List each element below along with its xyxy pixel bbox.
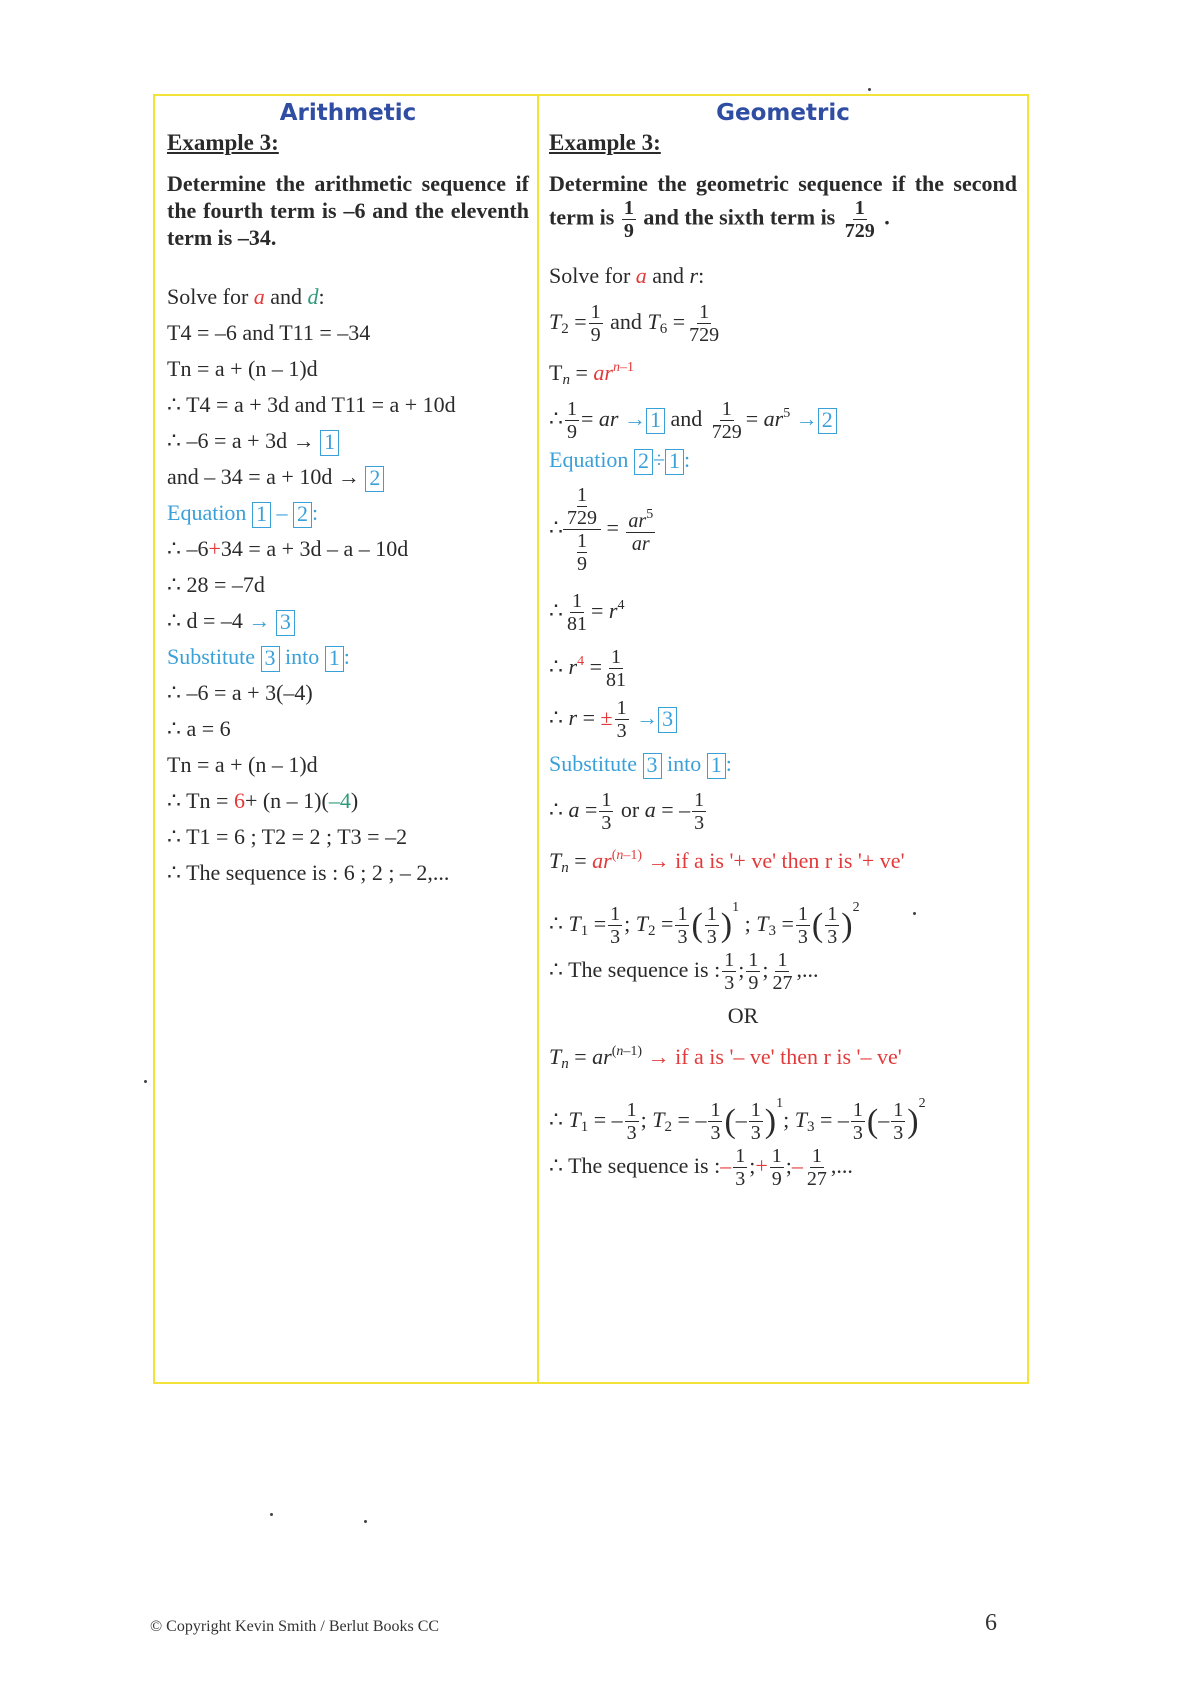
geometric-problem: Determine the geometric sequence if the second term is $\frac{1}{9}$ and the sixth term is $\frac{1}{729}$ . bbox=[549, 171, 1017, 242]
scan-speck bbox=[270, 1513, 273, 1516]
equation1-line: ∴ –6 = a + 3d → 1 bbox=[167, 423, 529, 459]
step1-line: ∴ T4 = a + 3d and T11 = a + 10d bbox=[167, 392, 456, 417]
equation-subtract-line: Equation 1 – 2 : bbox=[167, 500, 319, 526]
g-positive-sequence-line: ∴ The sequence is : $\frac{1}{3}$ ; $\frac{1}{9}$ ; $\frac{1}{27}$ ,... bbox=[549, 949, 819, 995]
geometric-column bbox=[539, 96, 1027, 1382]
substitute-line: Substitute 3 into 1 : bbox=[167, 644, 350, 670]
g-a-values-line: ∴ a = $\frac{1}{3}$ or a = – $\frac{1}{3}$ bbox=[549, 789, 705, 835]
g-general-line: $T_n = ar^{n-1}$ bbox=[549, 360, 634, 388]
scan-speck bbox=[868, 88, 871, 91]
subtract-result-line: ∴ –6+34 = a + 3d – a – 10d bbox=[167, 536, 409, 561]
geometric-header: Geometric bbox=[716, 100, 850, 126]
arithmetic-column bbox=[155, 96, 539, 1382]
general-term-line: Tn = a + (n – 1)d bbox=[167, 356, 318, 381]
or-divider: OR bbox=[727, 1003, 759, 1028]
g-complex-fraction-line: ∴ 1 729 1 9 = $\frac{ar^5}{ar}$ bbox=[549, 484, 654, 576]
g-r4-flip-line: ∴ $r^4$ = $\frac{1}{81}$ bbox=[549, 646, 626, 692]
g-r4-line: ∴ $\frac{1}{81}$ = $r^4$ bbox=[549, 590, 625, 636]
scan-speck bbox=[364, 1520, 367, 1523]
label-box-3: 3 bbox=[276, 610, 295, 636]
arithmetic-problem: Determine the arithmetic sequence if the fourth term is –6 and the eleventh term is –34. bbox=[167, 171, 529, 250]
g-r-value-line: ∴ r = ± $\frac{1}{3}$ → 3 bbox=[549, 690, 1017, 746]
g-positive-terms-line: ∴ $T_1$ = $\frac{1}{3}$ ; $T_2$ = $\frac{1}{3}$ ( $\frac{1}{3}$ )$^1$ ; $T_3$ = $\frac{1}{3}$ ( $\frac{1}{3}$ )$^2$ bbox=[549, 900, 860, 949]
label-box-2: 2 bbox=[365, 466, 384, 492]
g-negative-sequence-line: ∴ The sequence is :– $\frac{1}{3}$ ;+ $\frac{1}{9}$ ;– $\frac{1}{27}$ ,... bbox=[549, 1145, 853, 1191]
g-negative-rule-line: $T_n = ar^{(n-1)}$ → if a is '– ve' then r is '– ve' bbox=[549, 1044, 902, 1072]
substitution-line: ∴ –6 = a + 3(–4) bbox=[167, 680, 313, 705]
g-equation-divide-line: Equation 2 ÷ 1 : bbox=[549, 447, 691, 473]
terms-line: ∴ T1 = 6 ; T2 = 2 ; T3 = –2 bbox=[167, 824, 408, 849]
line-d: ∴ d = –4 → 3 bbox=[167, 603, 529, 639]
g-equations-line: ∴ $\frac{1}{9}$ = ar → 1 and $\frac{1}{729}$ = $ar^5 \to 2$ bbox=[549, 386, 1017, 442]
label-box-1: 1 bbox=[320, 430, 339, 456]
equation2-line: and – 34 = a + 10d → 2 bbox=[167, 459, 529, 495]
g-given-line: $T_2$ = $\frac{1}{9}$ and $T_6$ = $\frac{1}{729}$ bbox=[549, 301, 720, 347]
line-28: ∴ 28 = –7d bbox=[167, 572, 265, 597]
sequence-line: ∴ The sequence is : 6 ; 2 ; – 2,... bbox=[167, 860, 450, 885]
scan-speck bbox=[913, 912, 916, 915]
a-value-line: ∴ a = 6 bbox=[167, 716, 231, 741]
given-line: T4 = –6 and T11 = –34 bbox=[167, 320, 371, 345]
copyright-footer: © Copyright Kevin Smith / Berlut Books CC bbox=[150, 1618, 440, 1635]
arithmetic-header: Arithmetic bbox=[279, 100, 417, 126]
g-negative-terms-line: ∴ $T_1$ = – $\frac{1}{3}$ ; $T_2$ = – $\frac{1}{3}$ (– $\frac{1}{3}$ )$^1$; $T_3$ = – $\frac{1}{3}$ (– $\frac{1}{3}$ )$^2$ bbox=[549, 1096, 926, 1145]
g-positive-rule-line: $T_n = ar^{(n-1)}$ → if a is '+ ve' then r is '+ ve' bbox=[549, 848, 905, 876]
arithmetic-example-title: Example 3: bbox=[167, 130, 279, 155]
g-solve-line: Solve for a and r: bbox=[549, 263, 705, 288]
geometric-example-title: Example 3: bbox=[549, 130, 661, 155]
solve-line: Solve for a and d: bbox=[167, 284, 325, 309]
specific-term-line: ∴ Tn = 6+ (n – 1)(–4) bbox=[167, 788, 359, 813]
general-term-line-2: Tn = a + (n – 1)d bbox=[167, 752, 318, 777]
content-table bbox=[153, 94, 1029, 1384]
g-substitute-line: Substitute 3 into 1 : bbox=[549, 751, 732, 777]
scan-speck bbox=[144, 1080, 147, 1083]
page-number: 6 bbox=[985, 1610, 997, 1636]
